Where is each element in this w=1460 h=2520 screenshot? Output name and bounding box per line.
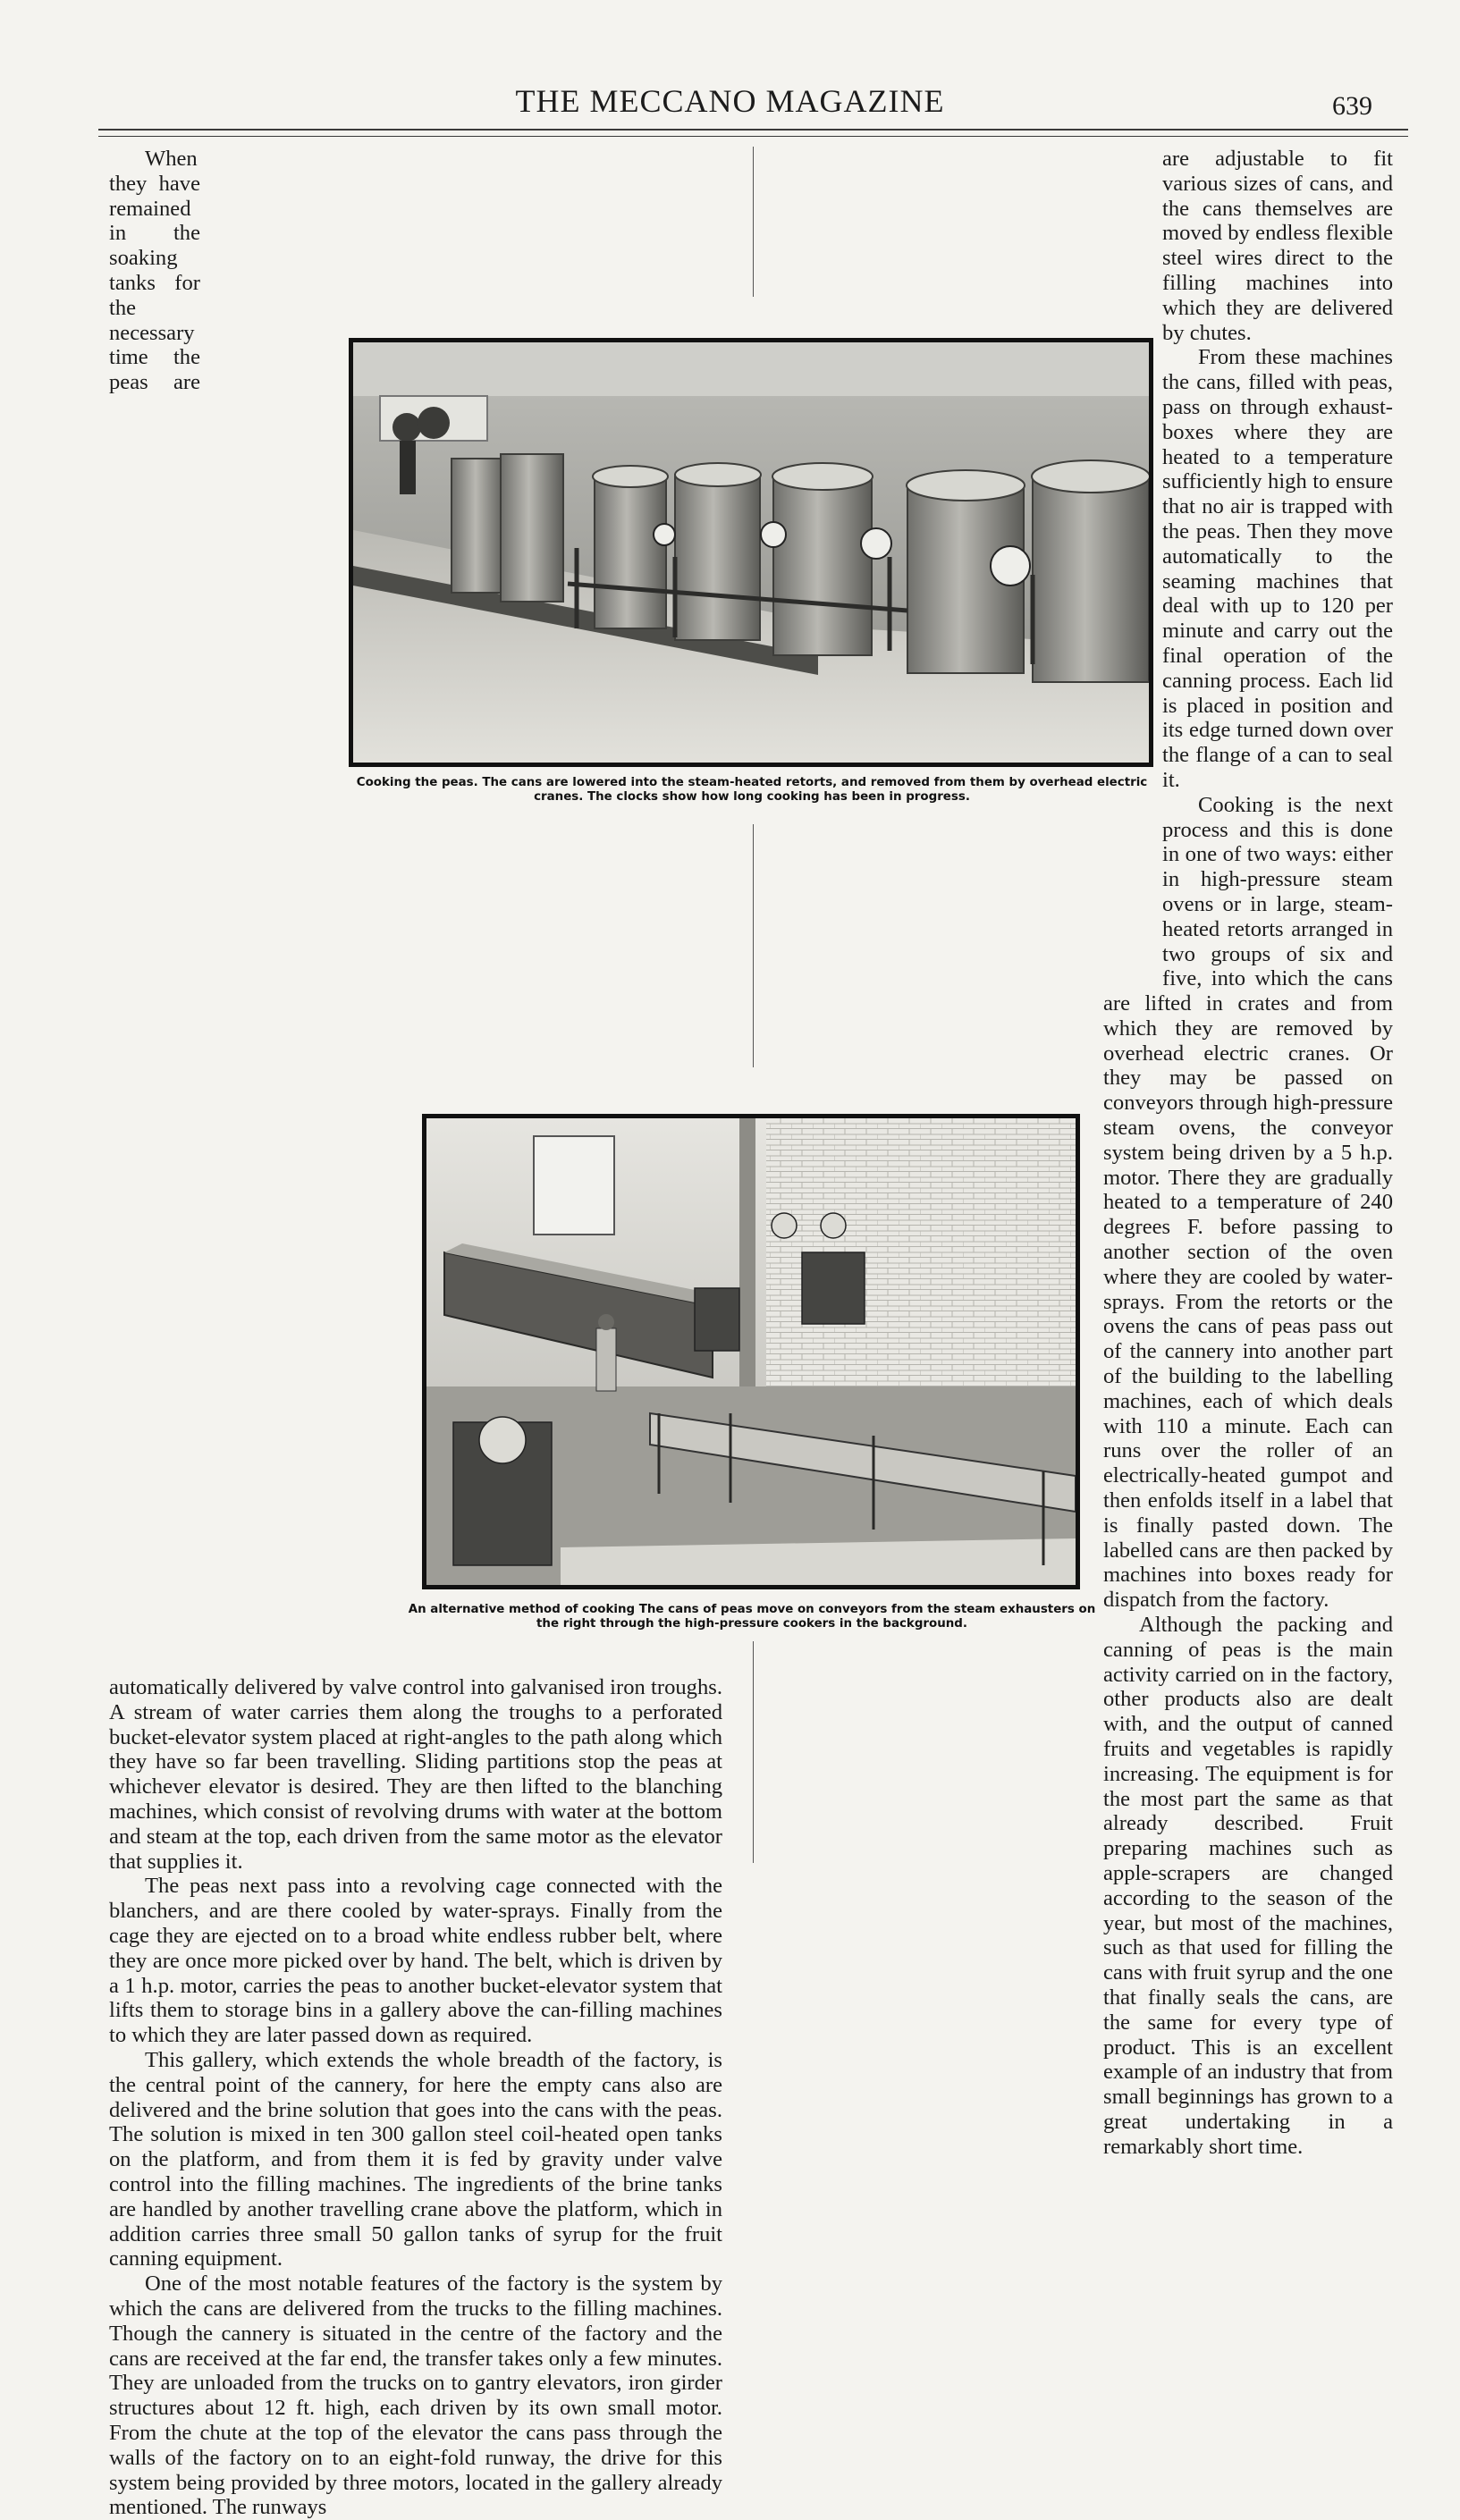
magazine-title: THE MECCANO MAGAZINE — [515, 83, 945, 119]
paragraph: When they have remained in the soaking tanks for the necessary time the peas are automatically delivered by valve control into galvanised iron troughs. A stream of water carries them along the troughs to a perforated bucket-elevator system placed at right-angles to the path along which they have so far been travelling. Sliding partitions stop the peas at whichever elevator is desired. They are then lifted to the blanching machines, which consist of revolving drums with water at the bottom and steam at the top, each driven from the same motor as the elevator that supplies it. — [109, 147, 722, 1874]
paragraph: Cooking is the next process and this is done in one of two ways: either in high-pressure steam ovens or in large, steam-heated retorts arranged in two groups of six and five, into which the cans are lifted in crates and from which they are removed by overhead electric cranes. Or they may be passed on conveyors through high-pressure steam ovens, the conveyor system being driven by a 5 h.p. motor. There they are gradually heated to a temperature of 240 degrees F. before passing to another section of the oven where they are cooled by water-sprays. From the retorts or the ovens the cans of peas pass out of the cannery into another part of the building to the labelling machines, each of which deals with 110 a minute. Each can runs over the roller of an electrically-heated gumpot and then enfolds itself in a label that is finally pasted down. The labelled cans are then packed by machines into boxes ready for dispatch from the factory. — [1103, 792, 1393, 1613]
paragraph: are adjustable to fit various sizes of cans, and the cans themselves are moved by endless flexible steel wires direct to the filling machines into which they are delivered by chutes. — [1162, 147, 1393, 345]
column-divider — [753, 147, 754, 297]
paragraph: One of the most notable features of the factory is the system by which the cans are delivered from the trucks to the filling machines. Though the cannery is situated in the centre of the factory and the cans are received at the far end, the transfer takes only a few minutes. They are unloaded from the trucks on to gantry elevators, iron girder structures about 12 ft. high, each driven by its own small motor. From the chute at the top of the elevator the cans pass through the walls of the factory on to an eight-fold runway, the drive for this system being provided by three motors, located in the gallery already mentioned. The runways — [109, 2271, 722, 2520]
paragraph: Although the packing and canning of peas is the main activity carried on in the factory, other products also are dealt with, and the output of canned fruits and vegetables is rapidly increasing. The equipment is for the most part the same as that already described. Fruit preparing machines such as apple-scrapers are changed according to the season of the year, but most of the machines, such as that used for filling the cans with fruit syrup and the one that finally seals the cans, are the same for every type of product. This is an excellent example of an industry that from small beginnings has grown to a great undertaking in a remarkably short time. — [1103, 1613, 1393, 2159]
photo-conveyors — [422, 1114, 1080, 1589]
page-number: 639 — [1332, 91, 1372, 121]
photo-caption: Cooking the peas. The cans are lowered into the steam-heated retorts, and removed from them by overhead electric cranes. The clocks show how long cooking has been in progress. — [356, 776, 1148, 804]
paragraph: The peas next pass into a revolving cage connected with the blanchers, and are there cooled by water-sprays. Finally from the cage they are ejected on to a broad white endless rubber belt, where they are once more picked over by hand. The belt, which is driven by a 1 h.p. motor, carries the peas to another bucket-elevator system that lifts them to storage bins in a gallery above the can-filling machines to which they are later passed down as required. — [109, 1874, 722, 2048]
paragraph: From these machines the cans, filled with peas, pass on through exhaust-boxes where they are heated to a temperature sufficiently high to ensure that no air is trapped with the peas. Then they move automatically to the seaming machines that deal with up to 120 per minute and carry out the final operation of the canning process. Each lid is placed in position and its edge turned down over the flange of a can to seal it. — [1162, 345, 1393, 792]
header-rule-thin — [98, 136, 1408, 137]
header-rule — [98, 129, 1408, 131]
photo-caption: An alternative method of cooking The cans of peas move on conveyors from the steam exhausters on the right through the high-pressure cookers in the background. — [408, 1603, 1096, 1631]
column-divider — [753, 824, 754, 1067]
photo-retorts — [349, 338, 1153, 767]
column-divider — [753, 1641, 754, 1863]
paragraph: This gallery, which extends the whole breadth of the factory, is the central point of the cannery, for here the empty cans also are delivered and the brine solution that goes into the cans with the peas. The solution is mixed in ten 300 gallon steel coil-heated open tanks on the platform, and from them it is fed by gravity under valve control into the filling machines. The ingredients of the brine tanks are handled by another travelling crane above the platform, which in addition carries three small 50 gallon tanks of syrup for the fruit canning equipment. — [109, 2047, 722, 2271]
